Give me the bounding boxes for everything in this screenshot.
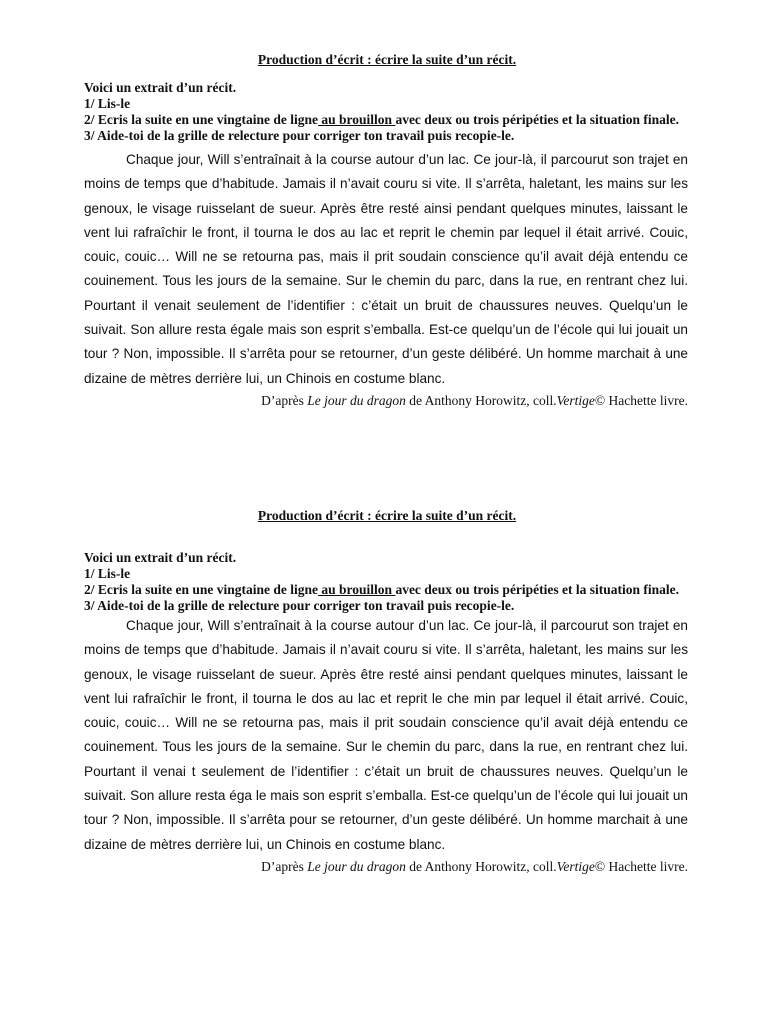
instruction-step-2: [84, 112, 690, 128]
instruction-underlined-phrase: au brouillon: [318, 112, 396, 127]
collection-name: Vertige: [556, 392, 595, 408]
source-citation: [84, 859, 688, 875]
instruction-step-2-text: 2/ Ecris la suite en une vingtaine de ligne: [84, 582, 319, 597]
collection-name: Vertige: [556, 858, 595, 874]
instruction-step-2-text: 2/ Ecris la suite en une vingtaine de ligne: [84, 112, 319, 127]
instruction-step-2: [84, 582, 690, 598]
instruction-underlined-phrase: au brouillon: [318, 582, 396, 597]
citation-publisher: © Hachette livre.: [594, 392, 688, 408]
instructions-block: [84, 80, 690, 144]
citation-author: de Anthony Horowitz, coll.: [405, 392, 557, 408]
book-title: Le jour du dragon: [307, 858, 406, 874]
citation-publisher: © Hachette livre.: [594, 858, 688, 874]
book-title: Le jour du dragon: [307, 392, 406, 408]
instruction-intro: Voici un extrait d’un récit.: [84, 550, 237, 565]
citation-prefix: D’après: [261, 392, 308, 408]
instruction-step-1: 1/ Lis-le: [84, 96, 131, 111]
citation-author: de Anthony Horowitz, coll.: [405, 858, 557, 874]
instruction-step-1: 1/ Lis-le: [84, 566, 131, 581]
instruction-step-3: 3/ Aide-toi de la grille de relecture pour corriger ton travail puis recopie-le.: [84, 128, 515, 143]
instruction-step-2-rest: avec deux ou trois péripéties et la situation finale.: [395, 112, 680, 127]
instructions-block: [84, 550, 690, 614]
instruction-step-2-rest: avec deux ou trois péripéties et la situation finale.: [395, 582, 680, 597]
exercise-section-2: [84, 508, 690, 875]
instruction-step-3: 3/ Aide-toi de la grille de relecture pour corriger ton travail puis recopie-le.: [84, 598, 515, 613]
story-excerpt: Chaque jour, Will s’entraînait à la course autour d’un lac. Ce jour-là, il parcourut son trajet en moins de temps que d’habitude. Jamais il n’avait couru si vite. Il s’arrêta, haletant, les mains sur les genoux, le visage ruisselant de sueur. Après être resté ainsi pendant quelques minutes, laissant le vent lui rafraîchir le front, il tourna le dos au lac et reprit le chemin par lequel il était arrivé. Couic, couic, couic… Will ne se retourna pas, mais il prit soudain conscience qu’il avait déjà entendu ce couinement. Tous les jours de la semaine. Sur le chemin du parc, dans la rue, en rentrant chez lui. Pourtant il venait seulement de l’identifier : c’était un bruit de chaussures neuves. Quelqu’un le suivait. Son allure resta égale mais son esprit s’emballa. Est-ce quelqu’un de l’école qui lui jouait un tour ? Non, impossible. Il s’arrêta pour se retourner, d’un geste délibéré. Un homme marchait à une dizaine de mètres derrière lui, un Chinois en costume blanc.: [84, 152, 688, 386]
story-excerpt: Chaque jour, Will s’entraînait à la course autour d’un lac. Ce jour-là, il parcourut son trajet en moins de temps que d’habitude. Jamais il n’avait couru si vite. Il s’arrêta, haletant, les mains sur les genoux, le visage ruisselant de sueur. Après être resté ainsi pendant quelques minutes, laissant le vent lui rafraîchir le front, il tourna le dos au lac et reprit le che min par lequel il était arrivé. Couic, couic, couic… Will ne se retourna pas, mais il prit soudain conscience qu’il avait déjà entendu ce couinement. Tous les jours de la semaine. Sur le chemin du parc, dans la rue, en rentrant chez lui. Pourtant il venai t seulement de l’identifier : c’était un bruit de chaussures neuves. Quelqu’un le suivait. Son allure resta éga le mais son esprit s’emballa. Est-ce quelqu’un de l’école qui lui jouait un tour ? Non, impossible. Il s’arrêta pour se retourner, d’un geste délibéré. Un homme marchait à une dizaine de mètres derrière lui, un Chinois en costume blanc.: [84, 618, 688, 852]
citation-prefix: D’après: [261, 858, 308, 874]
exercise-title: Production d’écrit : écrire la suite d’un récit.: [257, 508, 517, 523]
exercise-title: Production d’écrit : écrire la suite d’un récit.: [257, 52, 517, 67]
instruction-intro: Voici un extrait d’un récit.: [84, 80, 237, 95]
exercise-section-1: [84, 52, 690, 409]
source-citation: [84, 393, 688, 409]
